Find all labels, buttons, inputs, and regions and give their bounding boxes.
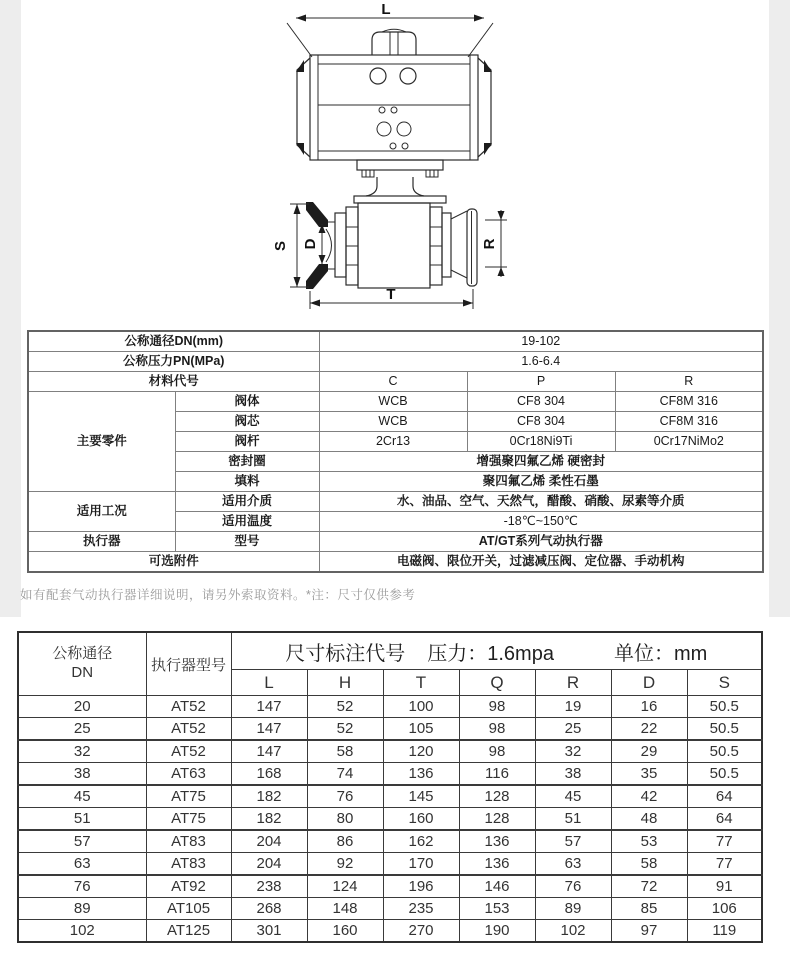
table-cell: 76	[535, 875, 611, 898]
table-cell: 50.5	[687, 718, 762, 741]
table-row	[18, 853, 762, 876]
col-header-dn-line2: DN	[71, 664, 94, 681]
table-cell: 128	[459, 808, 535, 831]
table-cell: 92	[307, 853, 383, 876]
table-cell: 64	[687, 808, 762, 831]
title-unit: 单位：mm	[613, 642, 708, 665]
table-cell: 适用温度	[175, 512, 319, 532]
table-cell: 100	[383, 696, 459, 718]
table-cell: 63	[535, 853, 611, 876]
table-cell: 公称压力PN(MPa)	[28, 352, 319, 372]
table-row	[28, 492, 763, 512]
title-dim-code: 尺寸标注代号	[285, 642, 406, 665]
table-row	[18, 830, 762, 853]
table-cell: CF8M 316	[615, 412, 763, 432]
table-cell: 238	[231, 875, 307, 898]
table-cell: AT75	[146, 785, 231, 808]
table-row	[18, 785, 762, 808]
table-cell: 密封圈	[175, 452, 319, 472]
table-cell: 阀体	[175, 392, 319, 412]
table-cell: 170	[383, 853, 459, 876]
table-cell: C	[319, 372, 467, 392]
table-cell: 57	[535, 830, 611, 853]
table-cell: 160	[307, 920, 383, 943]
dim-label-l: L	[381, 1, 391, 18]
table-cell: WCB	[319, 392, 467, 412]
table-cell: 145	[383, 785, 459, 808]
col-header-Q: Q	[459, 670, 535, 696]
table-row	[18, 696, 762, 718]
table-cell: AT105	[146, 898, 231, 920]
title-pressure: 压力：1.6mpa	[427, 642, 554, 665]
table-cell: 适用工况	[28, 492, 175, 532]
table-cell: AT52	[146, 718, 231, 741]
col-header-dn	[18, 632, 146, 696]
table-cell: 32	[18, 740, 146, 763]
table-cell: 58	[611, 853, 687, 876]
table-cell: 91	[687, 875, 762, 898]
table-cell: 水、油品、空气、天然气，醋酸、硝酸、尿素等介质	[319, 492, 763, 512]
dim-label-d: D	[302, 238, 319, 250]
table-cell: 50.5	[687, 740, 762, 763]
col-header-R: R	[535, 670, 611, 696]
table-row	[28, 392, 763, 412]
table-cell: 77	[687, 830, 762, 853]
table-cell: 76	[307, 785, 383, 808]
table-row	[28, 532, 763, 552]
table-cell: -18℃~150℃	[319, 512, 763, 532]
table-cell: 25	[535, 718, 611, 741]
table-cell: 可选附件	[28, 552, 319, 573]
table-cell: 98	[459, 740, 535, 763]
table-cell: AT63	[146, 763, 231, 786]
table-cell: 119	[687, 920, 762, 943]
table-cell: 146	[459, 875, 535, 898]
dim-label-r: R	[481, 238, 498, 250]
table-cell: 204	[231, 830, 307, 853]
dimension-T	[310, 286, 473, 309]
table-cell: 64	[687, 785, 762, 808]
table-cell: 53	[611, 830, 687, 853]
table-cell: 0Cr17NiMo2	[615, 432, 763, 452]
table-cell: 128	[459, 785, 535, 808]
table-cell: CF8 304	[467, 392, 615, 412]
table-cell: 147	[231, 696, 307, 718]
col-header-D: D	[611, 670, 687, 696]
col-header-T: T	[383, 670, 459, 696]
table-cell: 116	[459, 763, 535, 786]
table-cell: 136	[459, 830, 535, 853]
table-cell: 电磁阀、限位开关，过滤减压阀、定位器、手动机构	[319, 552, 763, 573]
table-row	[28, 372, 763, 392]
table-cell: AT92	[146, 875, 231, 898]
table-cell: 22	[611, 718, 687, 741]
table-row	[18, 875, 762, 898]
table-cell: 136	[459, 853, 535, 876]
dimension-table	[17, 631, 763, 943]
table-cell: AT125	[146, 920, 231, 943]
actuator-knob	[372, 29, 416, 55]
table-cell: 1.6-6.4	[319, 352, 763, 372]
table-row	[18, 808, 762, 831]
table-cell: AT52	[146, 696, 231, 718]
table-cell: 阀芯	[175, 412, 319, 432]
table-cell: P	[467, 372, 615, 392]
table-cell: 204	[231, 853, 307, 876]
valve-technical-drawing	[0, 0, 790, 330]
spec-table-body	[28, 331, 763, 572]
table-cell: WCB	[319, 412, 467, 432]
table-cell: 98	[459, 696, 535, 718]
spec-table	[27, 330, 764, 573]
table-cell: 86	[307, 830, 383, 853]
table-cell: 42	[611, 785, 687, 808]
dim-table-title	[231, 632, 762, 670]
table-cell: 77	[687, 853, 762, 876]
table-cell: 270	[383, 920, 459, 943]
dimension-D	[302, 224, 326, 264]
table-cell: 76	[18, 875, 146, 898]
table-row	[18, 740, 762, 763]
table-cell: 182	[231, 808, 307, 831]
table-cell: 148	[307, 898, 383, 920]
table-cell: 32	[535, 740, 611, 763]
table-cell: 80	[307, 808, 383, 831]
valve-body	[335, 203, 451, 288]
table-cell: 235	[383, 898, 459, 920]
table-cell: 52	[307, 696, 383, 718]
table-cell: 聚四氟乙烯 柔性石墨	[319, 472, 763, 492]
col-header-actuator-model: 执行器型号	[146, 632, 231, 696]
table-cell: 74	[307, 763, 383, 786]
table-cell: 25	[18, 718, 146, 741]
col-header-dn-line1: 公称通径	[52, 645, 113, 663]
table-cell: 162	[383, 830, 459, 853]
right-ferrule	[451, 209, 477, 286]
table-cell: 136	[383, 763, 459, 786]
table-cell: 48	[611, 808, 687, 831]
table-cell: 106	[687, 898, 762, 920]
table-cell: 153	[459, 898, 535, 920]
table-cell: 196	[383, 875, 459, 898]
table-cell: AT52	[146, 740, 231, 763]
table-cell: 适用介质	[175, 492, 319, 512]
table-row	[28, 331, 763, 352]
table-cell: 51	[535, 808, 611, 831]
table-cell: 19	[535, 696, 611, 718]
table-cell: 160	[383, 808, 459, 831]
table-cell: CF8M 316	[615, 392, 763, 412]
table-cell: AT/GT系列气动执行器	[319, 532, 763, 552]
table-cell: AT83	[146, 830, 231, 853]
table-cell: 97	[611, 920, 687, 943]
table-cell: 填料	[175, 472, 319, 492]
col-header-L: L	[231, 670, 307, 696]
table-cell: 147	[231, 718, 307, 741]
col-header-H: H	[307, 670, 383, 696]
table-cell: 29	[611, 740, 687, 763]
table-cell: 2Cr13	[319, 432, 467, 452]
table-cell: 147	[231, 740, 307, 763]
table-cell: 50.5	[687, 763, 762, 786]
table-row	[18, 898, 762, 920]
table-cell: 124	[307, 875, 383, 898]
table-cell: 168	[231, 763, 307, 786]
table-cell: 268	[231, 898, 307, 920]
table-cell: 182	[231, 785, 307, 808]
table-cell: CF8 304	[467, 412, 615, 432]
table-cell: 102	[535, 920, 611, 943]
table-row	[18, 920, 762, 943]
table-cell: AT83	[146, 853, 231, 876]
dimension-table-body	[18, 696, 762, 943]
table-cell: 45	[535, 785, 611, 808]
table-cell: 51	[18, 808, 146, 831]
table-cell: 19-102	[319, 331, 763, 352]
table-cell: 0Cr18Ni9Ti	[467, 432, 615, 452]
table-cell: 主要零件	[28, 392, 175, 492]
table-cell: 89	[18, 898, 146, 920]
table-cell: AT75	[146, 808, 231, 831]
table-cell: R	[615, 372, 763, 392]
table-cell: 38	[535, 763, 611, 786]
table-cell: 执行器	[28, 532, 175, 552]
table-cell: 89	[535, 898, 611, 920]
table-cell: 型号	[175, 532, 319, 552]
actuator-body	[296, 55, 492, 160]
table-row	[18, 718, 762, 741]
table-cell: 301	[231, 920, 307, 943]
table-cell: 190	[459, 920, 535, 943]
table-cell: 85	[611, 898, 687, 920]
table-cell: 35	[611, 763, 687, 786]
mounting-bracket	[354, 160, 446, 203]
dim-label-t: T	[386, 286, 396, 303]
table-cell: 58	[307, 740, 383, 763]
table-cell: 105	[383, 718, 459, 741]
table-cell: 72	[611, 875, 687, 898]
table-row	[28, 552, 763, 573]
table-cell: 102	[18, 920, 146, 943]
table-cell: 公称通径DN(mm)	[28, 331, 319, 352]
table-row	[18, 763, 762, 786]
table-cell: 阀杆	[175, 432, 319, 452]
table-cell: 63	[18, 853, 146, 876]
table-cell: 增强聚四氟乙烯 硬密封	[319, 452, 763, 472]
col-header-S: S	[687, 670, 762, 696]
dimension-R	[481, 210, 507, 277]
table-cell: 98	[459, 718, 535, 741]
table-cell: 38	[18, 763, 146, 786]
table-cell: 材料代号	[28, 372, 319, 392]
note-text: 如有配套气动执行器详细说明，请另外索取资料。*注：尺寸仅供参考	[20, 588, 416, 602]
table-cell: 50.5	[687, 696, 762, 718]
table-cell: 16	[611, 696, 687, 718]
table-row	[28, 352, 763, 372]
table-cell: 20	[18, 696, 146, 718]
table-cell: 45	[18, 785, 146, 808]
table-cell: 120	[383, 740, 459, 763]
dim-label-s: S	[272, 240, 289, 252]
table-cell: 52	[307, 718, 383, 741]
table-cell: 57	[18, 830, 146, 853]
